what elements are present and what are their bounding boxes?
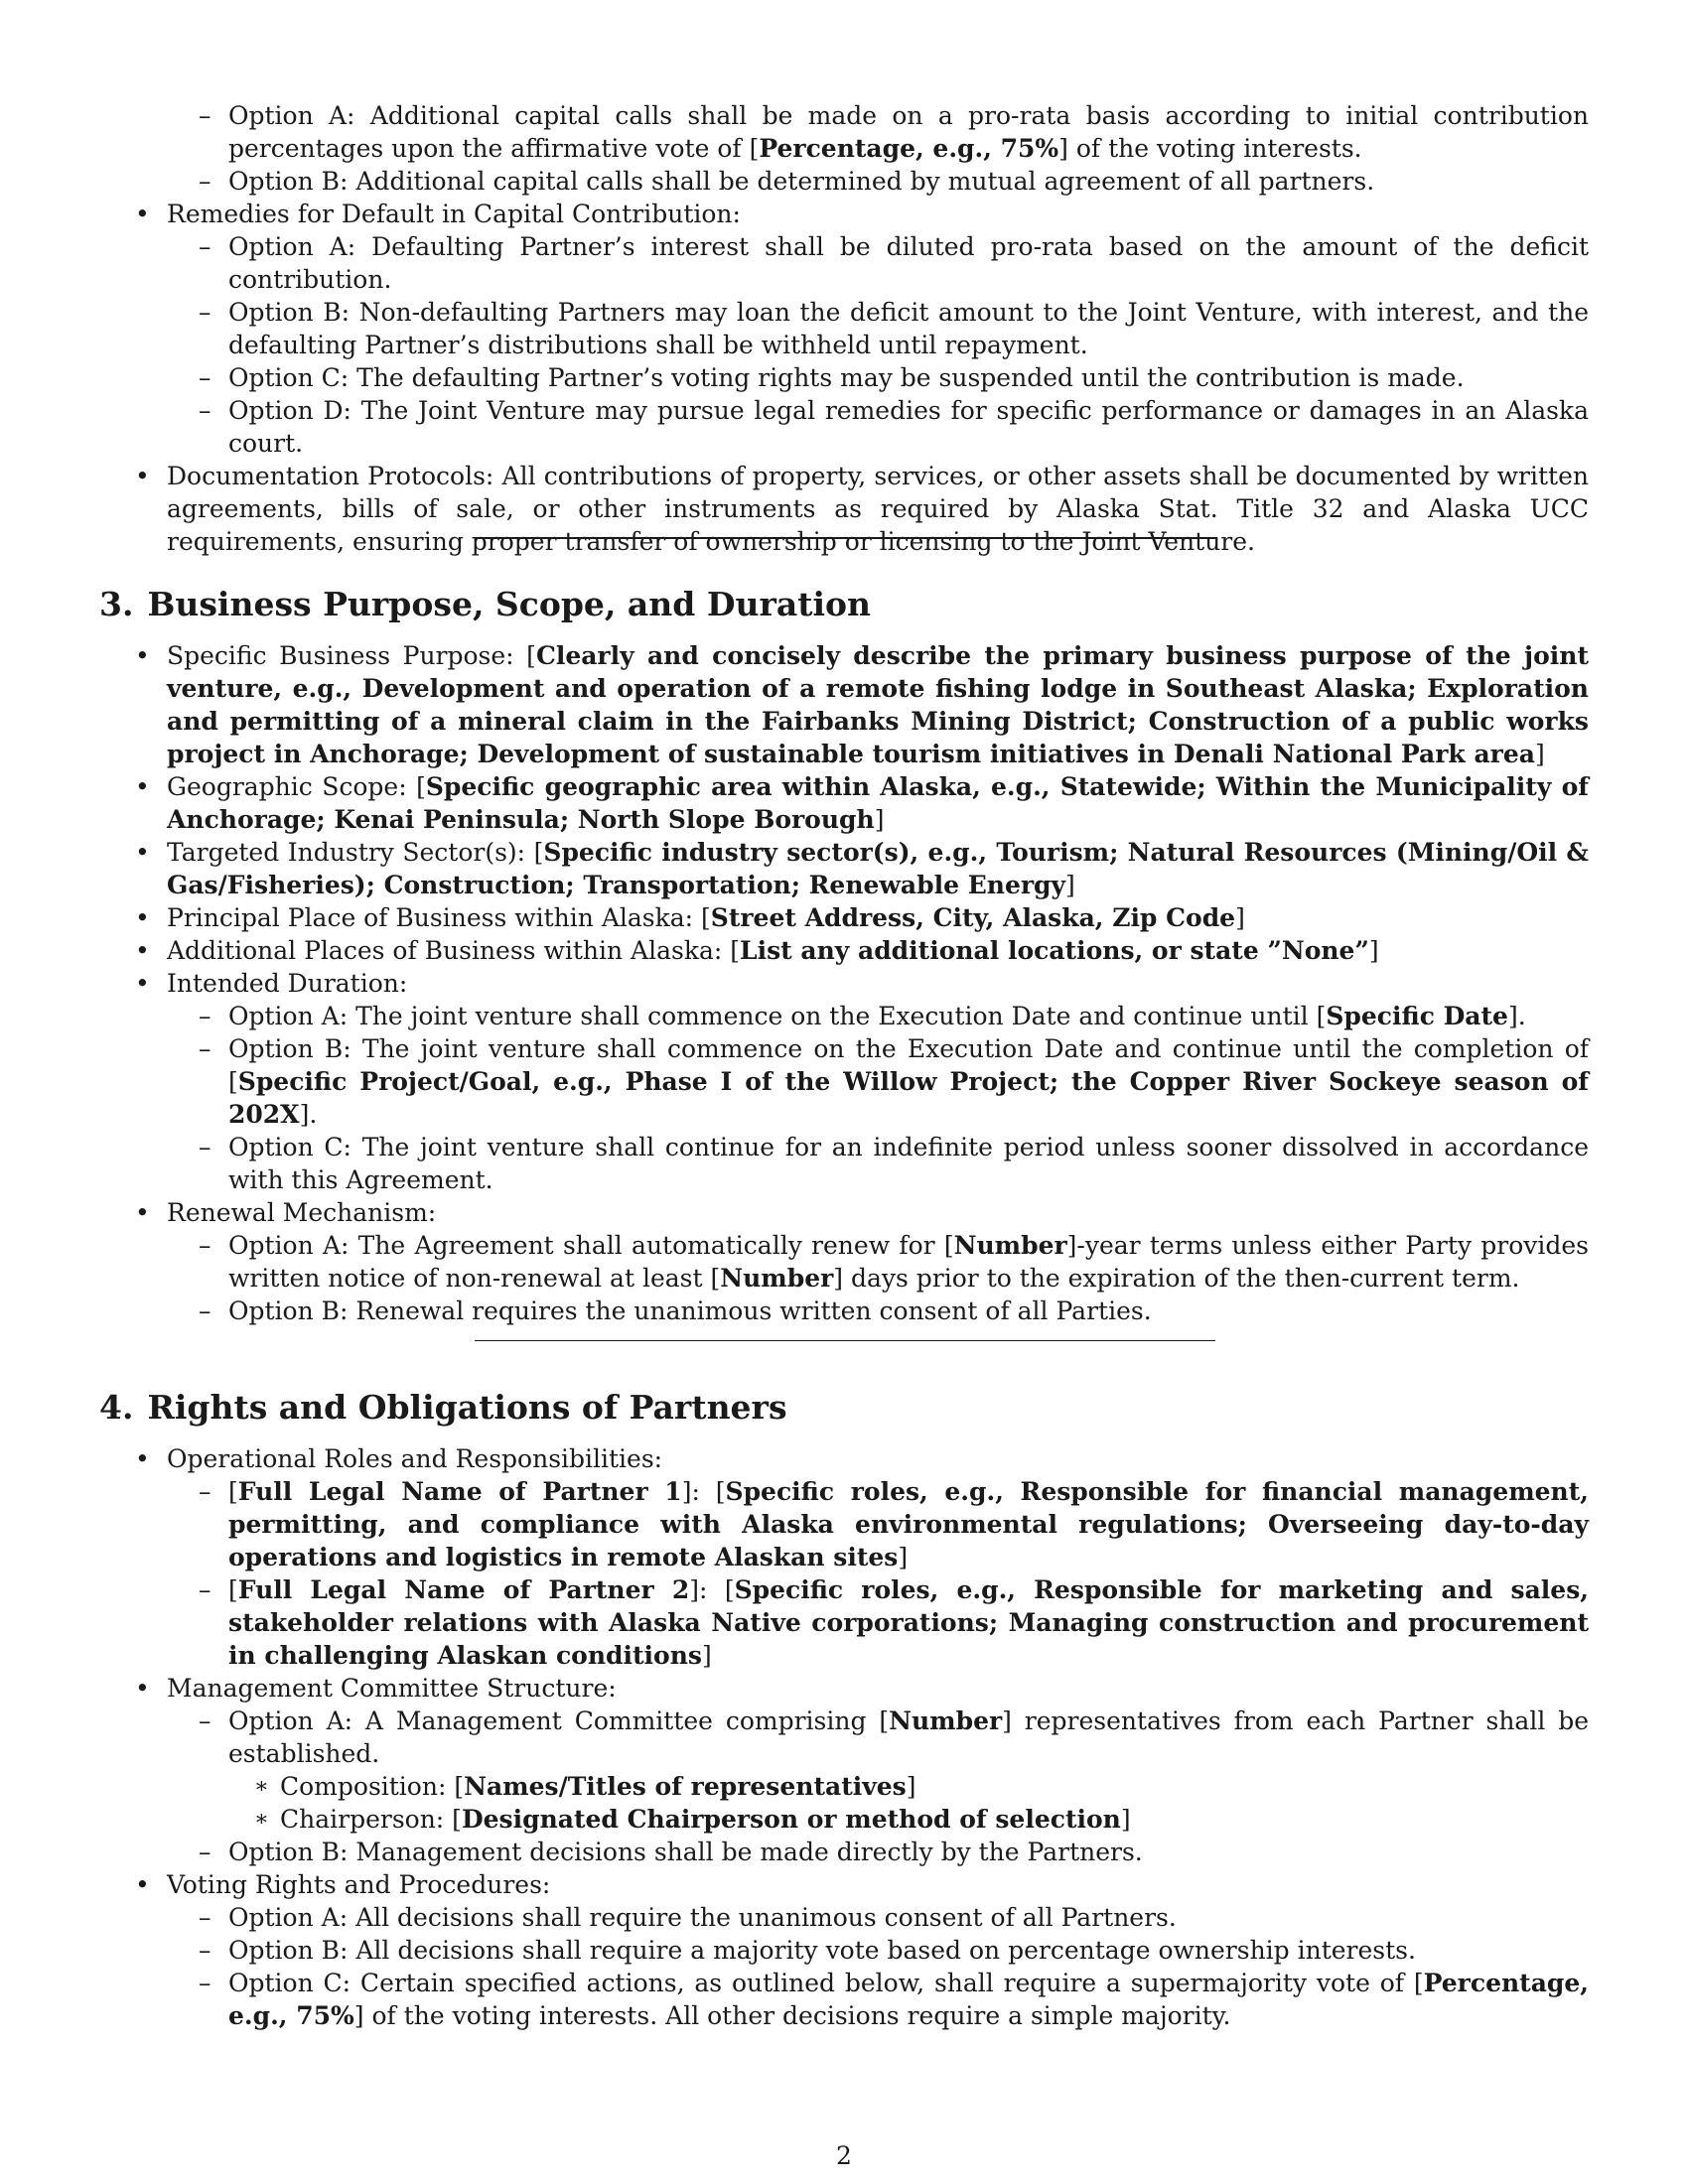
list-item: – Option A: A Management Committee comprising [Number] representatives from each Partner shall be established. — [199, 1706, 1589, 1768]
section-4-heading: 4. Rights and Obligations of Partners — [99, 1388, 787, 1427]
section2-continuation — [99, 99, 1589, 558]
list-item: – Option B: Additional capital calls shall be determined by mutual agreement of all partners. — [199, 167, 1375, 196]
list-item: – [Full Legal Name of Partner 1]: [Specific roles, e.g., Responsible for financial management, permitting, and compliance with Alaska environmental regulations; Overseeing day-to-day operations and logistics in remote Alaskan sites] — [199, 1477, 1589, 1571]
list-item: – [Full Legal Name of Partner 2]: [Specific roles, e.g., Responsible for marketing and sales, stakeholder relations with Alaska Native corporations; Managing construction and procurement in challenging Alaskan conditions] — [199, 1575, 1589, 1670]
list-item: – Option A: Additional capital calls shall be made on a pro-rata basis according to initial contribution percentages upon the affirmative vote of [Percentage, e.g., 75%] of the voting interests. — [199, 101, 1589, 163]
list-item: – Option D: The Joint Venture may pursue legal remedies for specific performance or damages in an Alaska court. — [199, 396, 1589, 458]
list-item: • Additional Places of Business within Alaska: [List any additional locations, or state ”None”] — [135, 936, 1379, 965]
list-item: • Renewal Mechanism: — [135, 1198, 437, 1227]
list-item: • Geographic Scope: [Specific geographic area within Alaska, e.g., Statewide; Within the Municipality of Anchorage; Kenai Peninsula; North Slope Borough] — [135, 772, 1589, 834]
page-number: 2 — [836, 2141, 852, 2170]
list-item: – Option A: All decisions shall require the unanimous consent of all Partners. — [199, 1903, 1177, 1932]
list-item: • Operational Roles and Responsibilities: — [135, 1444, 663, 1473]
list-item: – Option A: The joint venture shall commence on the Execution Date and continue until [Specific Date]. — [199, 1002, 1526, 1030]
list-item: • Principal Place of Business within Alaska: [Street Address, City, Alaska, Zip Code] — [135, 903, 1245, 932]
list-item: – Option C: Certain specified actions, as outlined below, shall require a supermajority vote of [Percentage, e.g., 75%] of the voting interests. All other decisions require a simple majority. — [199, 1969, 1589, 2030]
list-item: – Option B: The joint venture shall commence on the Execution Date and continue until the completion of [Specific Project/Goal, e.g., Phase I of the Willow Project; the Copper River Sockeye season of 202X]. — [199, 1034, 1589, 1129]
list-item: ∗ Chairperson: [Designated Chairperson or method of selection] — [254, 1805, 1131, 1834]
section-divider — [475, 1340, 1215, 1341]
list-item: ∗ Composition: [Names/Titles of representatives] — [254, 1772, 916, 1801]
list-item: • Specific Business Purpose: [Clearly and concisely describe the primary business purpose of the joint venture, e.g., Development and operation of a remote fishing lodge in Southeast Alaska; Exploration and permitting of a mineral claim in the Fairbanks Mining District; Construction of a public works project in Anchorage; Development of sustainable tourism initiatives in Denali National Park area] — [135, 641, 1589, 768]
section-4-body — [99, 1442, 1589, 2032]
list-item: – Option A: The Agreement shall automatically renew for [Number]-year terms unless either Party provides written notice of non-renewal at least [Number] days prior to the expiration of the then-current term. — [199, 1231, 1589, 1293]
list-item: • Targeted Industry Sector(s): [Specific industry sector(s), e.g., Tourism; Natural Resources (Mining/Oil & Gas/Fisheries); Construction; Transportation; Renewable Energy] — [135, 838, 1589, 899]
list-item: – Option B: Management decisions shall be made directly by the Partners. — [199, 1838, 1143, 1866]
list-item: • Remedies for Default in Capital Contribution: — [135, 200, 741, 228]
list-item: • Voting Rights and Procedures: — [135, 1870, 551, 1899]
list-item: – Option B: All decisions shall require a majority vote based on percentage ownership interests. — [199, 1936, 1416, 1965]
list-item: – Option C: The defaulting Partner’s voting rights may be suspended until the contribution is made. — [199, 363, 1465, 392]
list-item: • Documentation Protocols: All contributions of property, services, or other assets shall be documented by written agreements, bills of sale, or other instruments as required by Alaska Stat. Title 32 and Alaska UCC requirements, ensuring proper transfer of ownership or licensing to the Joint Venture. — [135, 462, 1589, 556]
list-item: – Option C: The joint venture shall continue for an indefinite period unless sooner dissolved in accordance with this Agreement. — [199, 1133, 1589, 1194]
list-item: – Option B: Non-defaulting Partners may loan the deficit amount to the Joint Venture, with interest, and the defaulting Partner’s distributions shall be withheld until repayment. — [199, 298, 1589, 359]
section-divider — [475, 537, 1215, 539]
section-3-body — [99, 639, 1589, 1327]
list-item: – Option B: Renewal requires the unanimous written consent of all Parties. — [199, 1297, 1152, 1325]
section-3-heading: 3. Business Purpose, Scope, and Duration — [99, 585, 871, 623]
list-item: – Option A: Defaulting Partner’s interest shall be diluted pro-rata based on the amount of the deficit contribution. — [199, 232, 1589, 294]
list-item: • Management Committee Structure: — [135, 1674, 617, 1703]
list-item: • Intended Duration: — [135, 969, 408, 998]
